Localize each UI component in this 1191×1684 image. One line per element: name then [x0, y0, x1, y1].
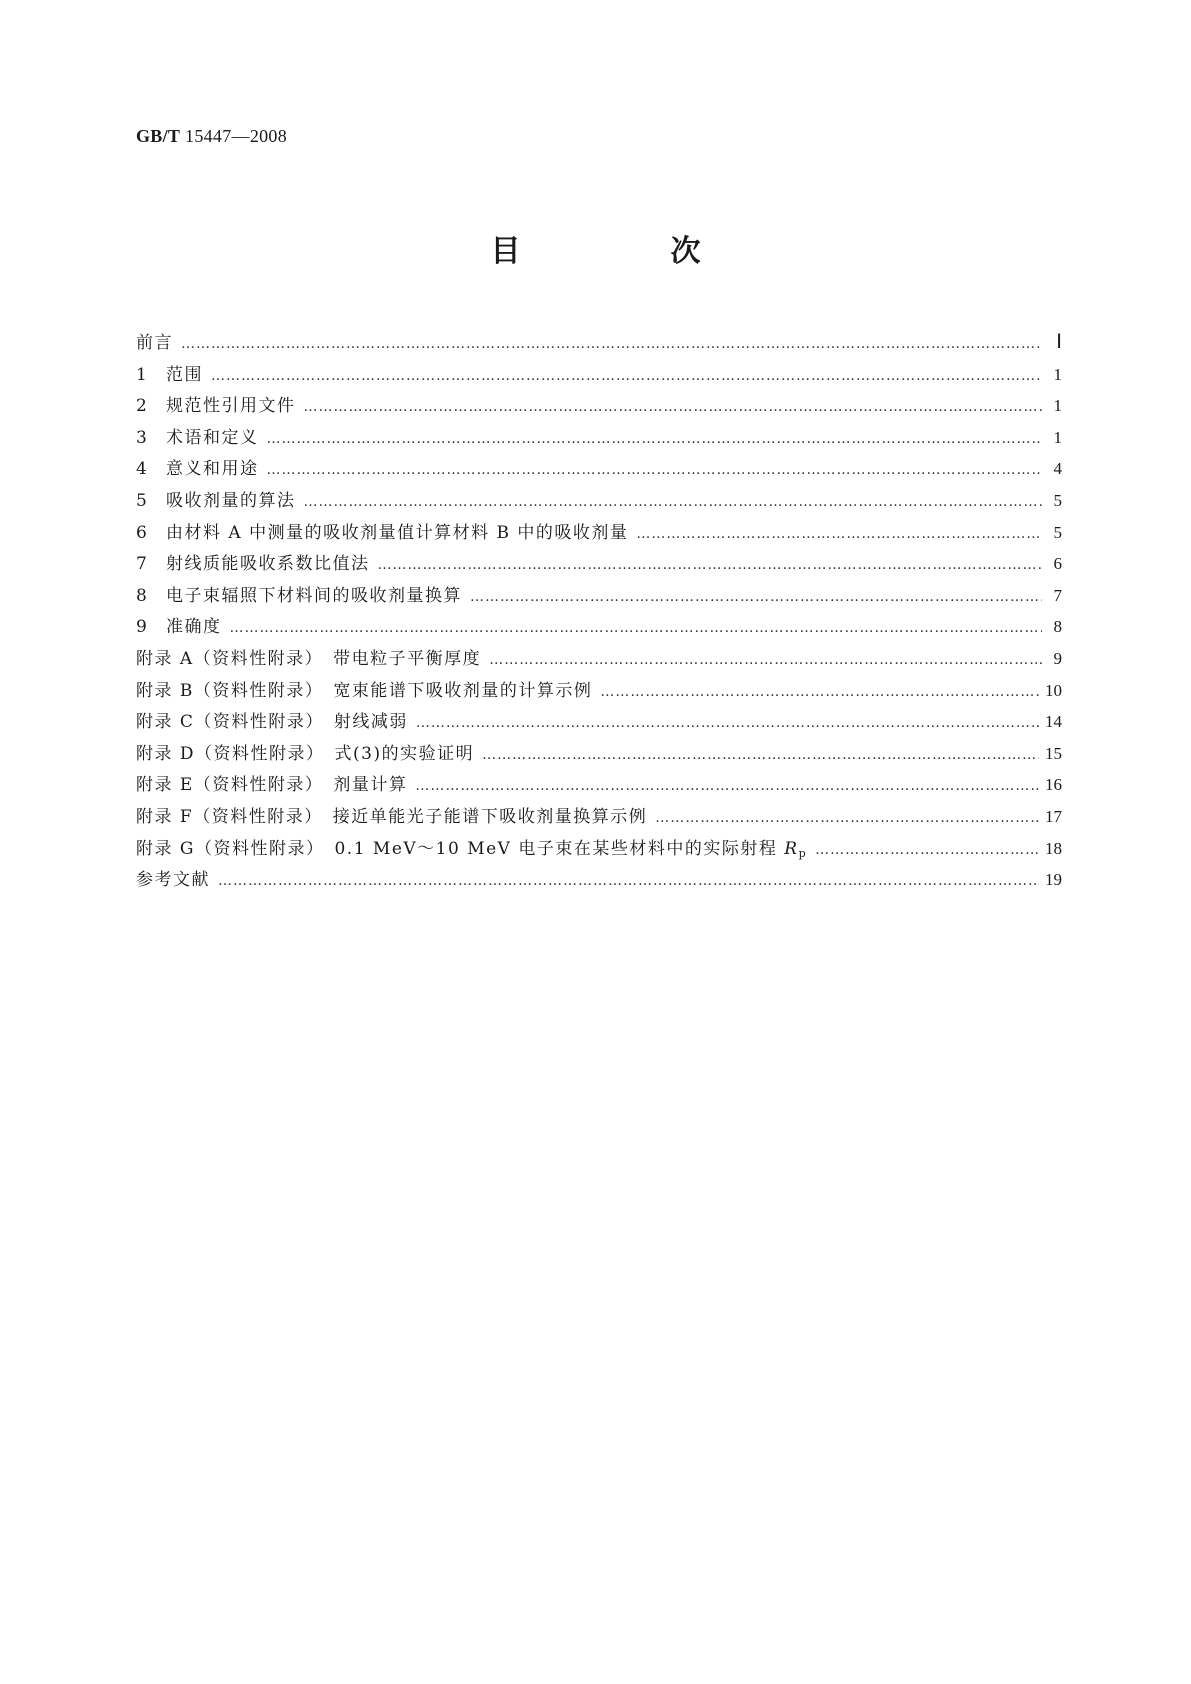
toc-entry-label	[136, 518, 628, 543]
toc-entry-label: 附录 B（资料性附录） 宽束能谱下吸收剂量的计算示例	[136, 680, 593, 701]
toc-page-number: 17	[1045, 806, 1062, 826]
toc-leader-dots	[211, 368, 1042, 384]
toc-page-number: 6	[1053, 554, 1062, 574]
toc-page-number: 1	[1053, 396, 1062, 416]
toc-entry-text: 附录 G（资料性附录） 0.1 MeV～10 MeV 电子束在某些材料中的实际射程	[136, 838, 785, 859]
toc-entry-appendix-d[interactable]	[136, 739, 1062, 771]
toc-entry-references[interactable]	[136, 865, 1062, 897]
toc-leader-dots	[655, 810, 1039, 826]
toc-entry-label: 参考文献	[136, 870, 210, 891]
toc-entry-label	[136, 423, 259, 448]
toc-page-number: 5	[1053, 490, 1062, 510]
toc-entry-appendix-f[interactable]	[136, 802, 1062, 834]
toc-entry-5[interactable]	[136, 486, 1062, 518]
toc-leader-dots	[230, 620, 1043, 636]
toc-entry-text: 意义和用途	[166, 459, 259, 480]
toc-page-number: 18	[1045, 838, 1062, 858]
toc-leader-dots	[267, 431, 1043, 447]
toc-page-number: 1	[1053, 427, 1062, 447]
toc-leader-dots	[636, 526, 1042, 542]
toc-page-number: 9	[1053, 648, 1062, 668]
toc-entry-appendix-a[interactable]	[136, 644, 1062, 676]
toc-page-number: 16	[1045, 775, 1062, 795]
document-code	[136, 126, 287, 147]
toc-leader-dots	[489, 652, 1042, 668]
toc-entry-number: 5	[136, 490, 147, 511]
toc-page-number: Ⅰ	[1056, 331, 1062, 353]
toc-page-number: 1	[1053, 364, 1062, 384]
toc-entry-text: 范围	[166, 364, 203, 385]
toc-entry-6[interactable]	[136, 518, 1062, 550]
toc-entry-label: 附录 F（资料性附录） 接近单能光子能谱下吸收剂量换算示例	[136, 806, 648, 827]
toc-entry-label	[136, 612, 222, 637]
toc-entry-9[interactable]	[136, 612, 1062, 644]
toc-leader-dots	[416, 715, 1039, 731]
toc-entry-label: 前言	[136, 333, 173, 353]
page-title: 目 次	[490, 234, 761, 269]
toc-entry-text: 准确度	[166, 617, 222, 638]
table-of-contents	[136, 328, 1062, 897]
toc-entry-text: 由材料 A 中测量的吸收剂量值计算材料 B 中的吸收剂量	[166, 522, 629, 543]
toc-entry-label	[136, 391, 296, 416]
toc-entry-number: 3	[136, 427, 147, 448]
range-symbol: R	[784, 838, 799, 859]
toc-entry-number: 1	[136, 364, 147, 385]
toc-entry-appendix-c[interactable]	[136, 707, 1062, 739]
standard-prefix: GB/T	[136, 126, 181, 146]
toc-entry-number: 7	[136, 554, 147, 575]
range-subscript: p	[798, 846, 808, 860]
toc-leader-dots	[415, 778, 1039, 794]
toc-entry-label	[136, 581, 462, 606]
toc-entry-1[interactable]	[136, 360, 1062, 392]
toc-page-number: 4	[1053, 459, 1062, 479]
toc-page-number: 10	[1045, 680, 1062, 700]
toc-entry-text: 射线质能吸收系数比值法	[166, 554, 370, 575]
toc-entry-text: 术语和定义	[166, 427, 259, 448]
toc-entry-number: 6	[136, 522, 147, 543]
toc-entry-3[interactable]	[136, 423, 1062, 455]
toc-page-number: 19	[1045, 870, 1062, 890]
toc-entry-text: 电子束辐照下材料间的吸收剂量换算	[166, 585, 462, 606]
toc-leader-dots	[482, 747, 1039, 763]
toc-entry-label: 附录 E（资料性附录） 剂量计算	[136, 775, 408, 796]
toc-entry-appendix-b[interactable]	[136, 676, 1062, 708]
toc-entry-label: 附录 A（资料性附录） 带电粒子平衡厚度	[136, 648, 482, 669]
toc-entry-appendix-e[interactable]	[136, 770, 1062, 802]
toc-entry-label: 附录 C（资料性附录） 射线减弱	[136, 712, 408, 733]
toc-leader-dots	[600, 684, 1039, 700]
toc-page-number: 14	[1045, 712, 1062, 732]
toc-entry-text: 规范性引用文件	[166, 396, 296, 417]
toc-leader-dots	[815, 842, 1039, 858]
toc-entry-label	[136, 454, 259, 479]
toc-entry-number: 8	[136, 585, 147, 606]
toc-entry-8[interactable]	[136, 581, 1062, 613]
toc-entry-number: 4	[136, 459, 147, 480]
toc-entry-4[interactable]	[136, 454, 1062, 486]
toc-leader-dots	[218, 873, 1039, 889]
toc-leader-dots	[267, 462, 1043, 478]
toc-entry-label	[136, 486, 296, 511]
toc-page-number: 7	[1053, 585, 1062, 605]
toc-entry-label	[136, 549, 370, 574]
toc-leader-dots	[304, 399, 1043, 415]
toc-page-number: 5	[1053, 522, 1062, 542]
toc-entry-appendix-g[interactable]	[136, 834, 1062, 866]
toc-entry-2[interactable]	[136, 391, 1062, 423]
toc-leader-dots	[378, 557, 1043, 573]
toc-entry-7[interactable]	[136, 549, 1062, 581]
toc-leader-dots	[304, 494, 1043, 510]
toc-entry-label	[136, 834, 807, 860]
standard-number: 15447—2008	[185, 126, 288, 146]
toc-leader-dots	[181, 336, 1042, 352]
toc-entry-label	[136, 360, 203, 385]
toc-entry-number: 9	[136, 617, 147, 638]
toc-leader-dots	[470, 589, 1042, 605]
toc-entry-label: 附录 D（资料性附录） 式(3)的实验证明	[136, 743, 475, 764]
toc-page-number: 8	[1053, 617, 1062, 637]
toc-page-number: 15	[1045, 743, 1062, 763]
toc-entry-number: 2	[136, 396, 147, 417]
toc-entry-foreword[interactable]	[136, 328, 1062, 360]
toc-entry-text: 吸收剂量的算法	[166, 490, 296, 511]
